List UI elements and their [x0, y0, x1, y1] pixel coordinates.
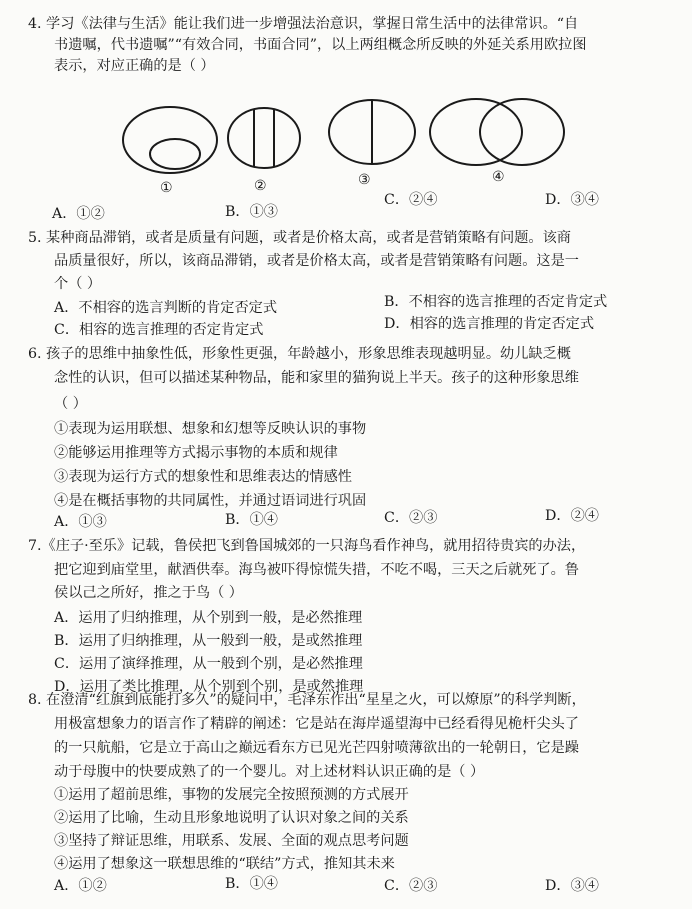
q8-stem-line-4: 动于母腹中的快要成熟了的一个婴儿。对上述材料认识正确的是（ ） [54, 764, 485, 780]
q6-option-d[interactable]: D．②④ [545, 508, 599, 524]
q4-options [0, 190, 692, 222]
diagram-3-label: ③ [358, 172, 371, 188]
q8-item-3: ③坚持了辩证思维，用联系、发展、全面的观点思考问题 [54, 833, 409, 849]
q8-option-b[interactable]: B．①④ [225, 876, 278, 892]
q8-options [0, 874, 692, 898]
question-7 [28, 536, 668, 698]
q8-item-4: ④运用了想象这一联想思维的“联结”方式，推知其未来 [54, 856, 395, 872]
q5-option-d[interactable]: D．相容的选言推理的肯定否定式 [384, 316, 595, 332]
q5-option-c[interactable]: C．相容的选言推理的否定肯定式 [54, 322, 264, 338]
q6-item-4: ④是在概括事物的共同属性，并通过语词进行巩固 [54, 493, 367, 509]
diagram-2-label: ② [254, 178, 267, 194]
diagram-1-label: ① [160, 180, 173, 196]
q6-options [0, 506, 692, 530]
euler-diagram-2 [228, 108, 300, 194]
q5-stem-line-2: 品质量很好，所以，该商品滞销，或者是价格太高，或者是营销策略有问题。这是一 [54, 253, 579, 269]
q6-stem-line-2: 念性的认识，但可以描述某种物品，能和家里的猫狗说上半天。孩子的这种形象思维 [54, 370, 579, 386]
q4-option-a[interactable]: A．①② [52, 206, 105, 222]
q6-item-1: ①表现为运用联想、想象和幻想等反映认识的事物 [54, 421, 367, 437]
question-4 [28, 14, 668, 77]
q8-stem-line-3: 的一只航船，它是立于高山之巅远看东方已见光芒四射喷薄欲出的一轮朝日，它是躁 [54, 740, 579, 756]
q7-stem-line-1: 7.《庄子·至乐》记载，鲁侯把飞到鲁国城郊的一只海鸟看作神鸟，就用招待贵宾的办法， [28, 538, 586, 554]
q4-option-b[interactable]: B．①③ [225, 204, 278, 220]
euler-diagrams [0, 88, 692, 200]
question-5 [28, 228, 668, 295]
euler-diagram-4 [430, 99, 564, 185]
q7-stem-line-3: 侯以己之所好，推之于鸟（ ） [54, 585, 243, 601]
q8-item-1: ①运用了超前思维，事物的发展完全按照预测的方式展开 [54, 787, 409, 803]
q6-item-3: ③表现为运行方式的想象性和思维表达的情感性 [54, 469, 352, 485]
q7-option-c[interactable]: C．运用了演绎推理，从一般到个别，是必然推理 [54, 656, 363, 672]
q8-item-2: ②运用了比喻，生动且形象地说明了认识对象之间的关系 [54, 810, 409, 826]
q6-stem-line-1: 6. 孩子的思维中抽象性低，形象性更强，年龄越小，形象思维表现越明显。幼儿缺乏概 [28, 346, 571, 362]
q7-stem-line-2: 把它迎到庙堂里，献酒供奉。海鸟被吓得惊慌失措，不吃不喝，三天之后就死了。鲁 [54, 562, 579, 578]
q4-option-c[interactable]: C．②④ [384, 192, 438, 208]
q6-option-b[interactable]: B．①④ [225, 512, 278, 528]
euler-diagram-3 [329, 100, 415, 188]
question-6 [28, 344, 668, 512]
question-8 [28, 690, 668, 875]
q4-stem-line-2: 书遗嘱，代书遗嘱”“有效合同，书面合同”，以上两组概念所反映的外延关系用欧拉图 [54, 37, 587, 53]
euler-diagram-1 [123, 107, 217, 196]
q6-item-2: ②能够运用推理等方式揭示事物的本质和规律 [54, 445, 338, 461]
q8-stem-line-2: 用极富想象力的语言作了精辟的阐述：它是站在海岸遥望海中已经看得见桅杆尖头了 [54, 716, 579, 732]
diagram-4-label: ④ [492, 169, 505, 185]
q8-stem-line-1: 8. 在澄清“红旗到底能打多久”的疑问中，毛泽东作出“星星之火，可以燎原”的科学判断， [28, 692, 586, 708]
q6-stem-line-3: （ ） [54, 396, 87, 412]
q5-stem-line-3: 个（ ） [54, 276, 102, 292]
q7-option-d[interactable]: D．运用了类比推理，从个别到个别，是或然推理 [54, 679, 364, 695]
q7-option-b[interactable]: B．运用了归纳推理，从一般到一般，是或然推理 [54, 633, 363, 649]
q4-stem-line-3: 表示，对应正确的是（ ） [54, 58, 215, 74]
q5-option-b[interactable]: B．不相容的选言推理的否定肯定式 [384, 294, 608, 310]
q8-option-d[interactable]: D．③④ [545, 878, 599, 894]
q7-option-a[interactable]: A．运用了归纳推理，从个别到一般，是必然推理 [54, 610, 363, 626]
q5-option-a[interactable]: A．不相容的选言判断的肯定否定式 [54, 300, 278, 316]
q5-stem-line-1: 5. 某种商品滞销，或者是质量有问题，或者是价格太高，或者是营销策略有问题。该商 [28, 230, 571, 246]
q8-option-c[interactable]: C．②③ [384, 878, 438, 894]
q4-stem-line-1: 4. 学习《法律与生活》能让我们进一步增强法治意识，掌握日常生活中的法律常识。“自 [28, 16, 579, 32]
q5-options [0, 292, 692, 338]
q8-option-a[interactable]: A．①② [54, 878, 107, 894]
q4-option-d[interactable]: D．③④ [545, 192, 599, 208]
q6-option-c[interactable]: C．②③ [384, 510, 438, 526]
q6-option-a[interactable]: A．①③ [54, 514, 107, 530]
